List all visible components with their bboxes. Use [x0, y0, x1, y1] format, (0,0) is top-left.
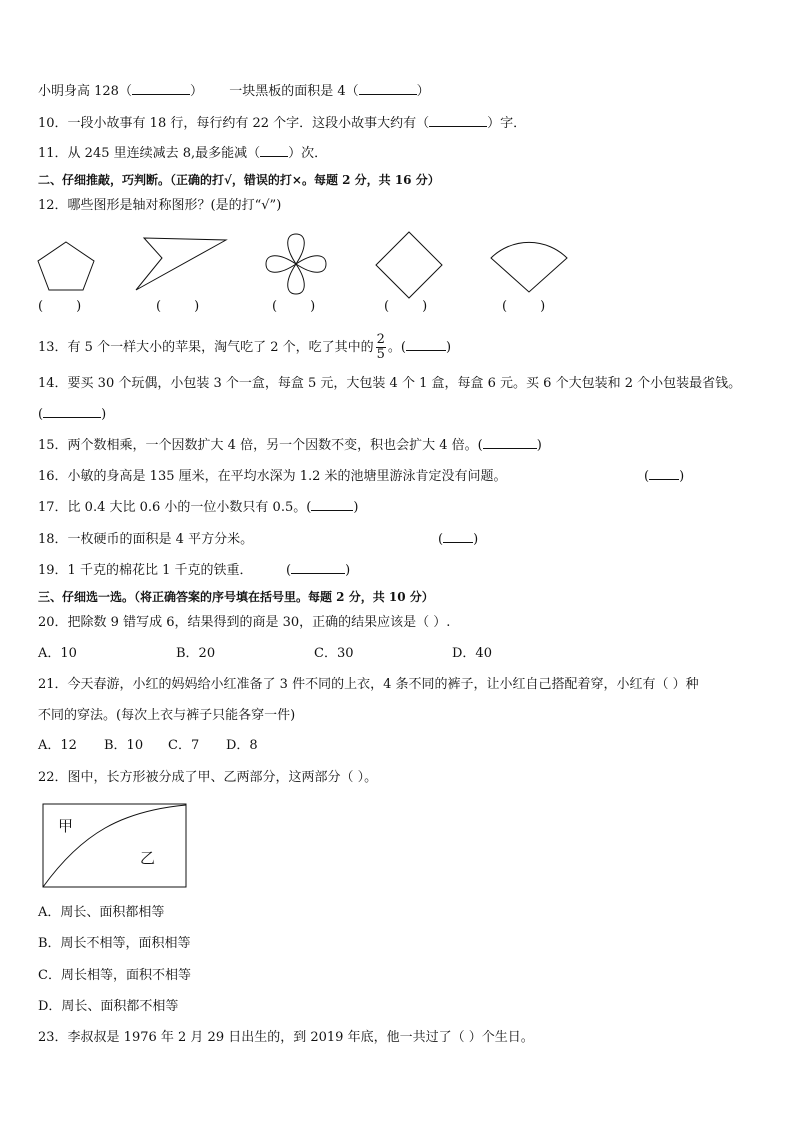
answer-blank[interactable]	[443, 530, 473, 543]
answer-blank[interactable]	[132, 82, 190, 95]
option-a[interactable]: A．10	[38, 646, 77, 661]
question-text: 18．一枚硬币的面积是 4 平方分米。	[38, 532, 254, 547]
question-text: 11．从 245 里连续减去 8,最多能减（	[38, 146, 261, 161]
option-b[interactable]: B．10	[104, 738, 144, 753]
answer-blank[interactable]	[43, 405, 101, 418]
question-18	[38, 530, 253, 550]
question-text: 一块黑板的面积是 4（	[229, 84, 359, 99]
question-16-answer	[644, 467, 684, 487]
question-text: ）	[416, 84, 430, 99]
question-text: 。(	[387, 340, 406, 355]
question-11	[38, 144, 327, 164]
fraction-numerator: 2	[376, 332, 385, 347]
diamond-square-shape	[374, 230, 444, 300]
question-text: 19．1 千克的棉花比 1 千克的铁重．	[38, 563, 253, 578]
answer-blank[interactable]	[406, 338, 446, 351]
question-18-answer	[438, 530, 478, 550]
question-20: 20．把除数 9 错写成 6，结果得到的商是 30，正确的结果应该是（ ）.	[38, 615, 451, 630]
question-21-line1: 21．今天春游，小红的妈妈给小红准备了 3 件不同的上衣，4 条不同的裤子，让小红自己搭配着穿，小红有（ ）种	[38, 677, 699, 692]
section-2-title: 二、仔细推敲，巧判断。（正确的打√，错误的打×。每题 2 分，共 16 分）	[38, 173, 440, 187]
question-17	[38, 498, 358, 518]
question-13	[38, 333, 451, 362]
option-d[interactable]: D．8	[226, 738, 258, 753]
question-text: (	[286, 563, 292, 578]
option-b[interactable]: B．周长不相等，面积相等	[38, 936, 191, 951]
answer-blank[interactable]	[260, 144, 288, 157]
fraction-denominator: 5	[376, 347, 385, 362]
pentagon-shape	[36, 240, 96, 292]
option-d[interactable]: D．周长、面积都不相等	[38, 999, 179, 1014]
question-text: )	[536, 438, 542, 453]
answer-blank[interactable]	[291, 561, 345, 574]
question-23: 23．李叔叔是 1976 年 2 月 29 日出生的，到 2019 年底，他一共过了（ ）个生日。	[38, 1030, 534, 1045]
question-text: ）次．	[288, 146, 328, 161]
option-c[interactable]: C．30	[314, 646, 354, 661]
option-d[interactable]: D．40	[452, 646, 492, 661]
answer-blank[interactable]	[429, 114, 487, 127]
question-21-line2: 不同的穿法。(每次上衣与裤子只能各穿一件)	[38, 708, 296, 723]
answer-paren[interactable]: ( )	[502, 299, 546, 314]
question-text: 16．小敏的身高是 135 厘米，在平均水深为 1.2 米的池塘里游泳肯定没有问题。	[38, 469, 507, 484]
answer-blank[interactable]	[649, 467, 679, 480]
question-16	[38, 467, 507, 487]
answer-paren[interactable]: ( )	[156, 299, 200, 314]
option-a[interactable]: A．周长、面积都相等	[38, 905, 165, 920]
label-jia: 甲	[58, 817, 74, 835]
question-10	[38, 114, 526, 134]
question-text: )	[353, 500, 359, 515]
option-c[interactable]: C．7	[168, 738, 200, 753]
question-text: (	[644, 469, 650, 484]
question-text: )	[101, 407, 107, 422]
answer-paren[interactable]: ( )	[38, 299, 82, 314]
question-pre	[38, 82, 430, 102]
question-text: 10．一段小故事有 18 行，每行约有 22 个字．这段小故事大约有（	[38, 116, 430, 131]
answer-blank[interactable]	[483, 436, 537, 449]
answer-blank[interactable]	[311, 498, 353, 511]
section-3-title: 三、仔细选一选。（将正确答案的序号填在括号里。每题 2 分，共 10 分）	[38, 590, 434, 604]
label-yi: 乙	[140, 849, 156, 867]
question-14: 14．要买 30 个玩偶，小包装 3 个一盒，每盒 5 元，大包装 4 个 1 盒，每盒 6 元。买 6 个大包装和 2 个小包装最省钱。	[38, 376, 742, 391]
answer-paren[interactable]: ( )	[384, 299, 428, 314]
fraction	[376, 333, 386, 362]
answer-paren[interactable]: ( )	[272, 299, 316, 314]
question-text: 小明身高 128（	[38, 84, 132, 99]
option-b[interactable]: B．20	[176, 646, 216, 661]
four-leaf-clover-shape	[264, 232, 328, 296]
fan-sector-shape	[488, 232, 570, 294]
question-text: (	[38, 407, 44, 422]
question-14-answer	[38, 405, 106, 425]
question-15	[38, 436, 542, 456]
question-19-answer	[286, 561, 350, 581]
question-text: )	[679, 469, 685, 484]
irregular-quadrilateral-shape	[132, 236, 228, 292]
option-a[interactable]: A．12	[38, 738, 77, 753]
question-22: 22．图中，长方形被分成了甲、乙两部分，这两部分（ ）。	[38, 770, 378, 785]
question-text: )	[445, 340, 452, 355]
question-text: )	[345, 563, 351, 578]
question-text: 15．两个数相乘，一个因数扩大 4 倍，另一个因数不变，积也会扩大 4 倍。(	[38, 438, 483, 453]
question-12: 12．哪些图形是轴对称图形？(是的打“√”)	[38, 198, 282, 213]
answer-blank[interactable]	[359, 82, 417, 95]
question-19	[38, 561, 252, 581]
option-c[interactable]: C．周长相等，面积不相等	[38, 968, 191, 983]
question-text: 17．比 0.4 大比 0.6 小的一位小数只有 0.5。(	[38, 500, 312, 515]
question-text: )	[473, 532, 479, 547]
question-text: 13．有 5 个一样大小的苹果，淘气吃了 2 个，吃了其中的	[38, 340, 374, 355]
question-text: ）	[189, 84, 203, 99]
question-text: (	[438, 532, 444, 547]
question-text: ）字．	[487, 116, 527, 131]
